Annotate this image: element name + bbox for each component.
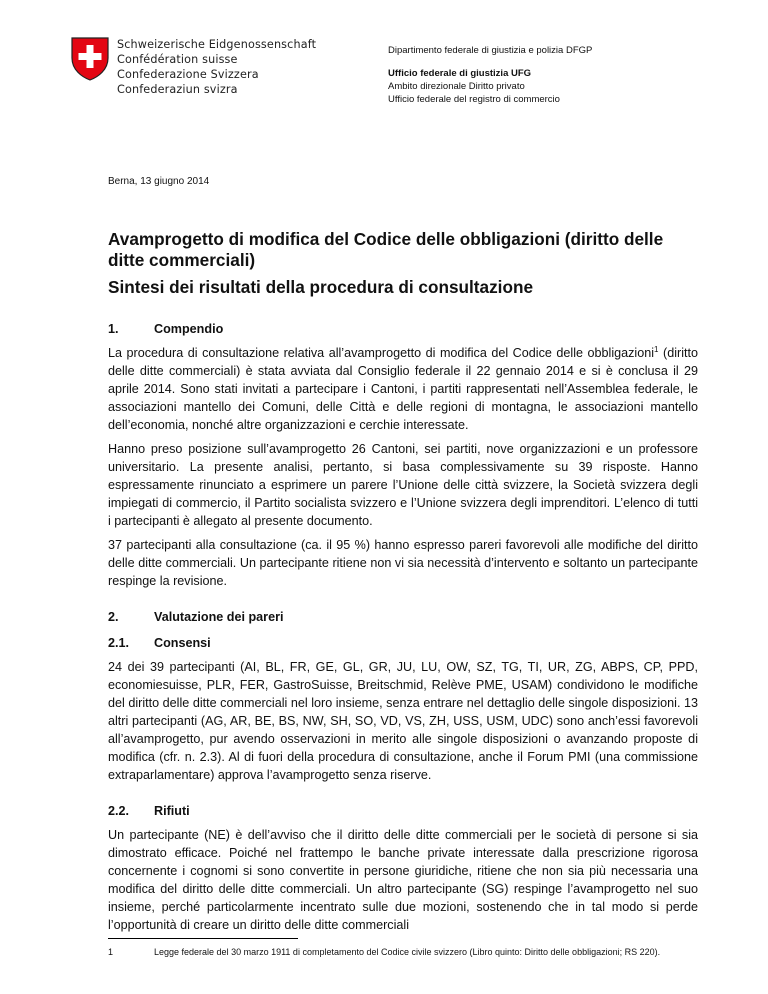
- footnote: [108, 946, 698, 958]
- department-name: Dipartimento federale di giustizia e polizia DFGP: [388, 45, 593, 56]
- section-2-1-heading: [108, 634, 698, 652]
- swiss-coat-of-arms-icon: [70, 36, 110, 82]
- document-title: Avamprogetto di modifica del Codice delle obbligazioni (diritto delle ditte commerciali): [108, 229, 664, 270]
- org-name-it: Confederazione Svizzera: [117, 68, 259, 81]
- org-name-rm: Confederaziun svizra: [117, 83, 238, 96]
- footnote-ref[interactable]: 1: [654, 344, 659, 354]
- section-2-heading: [108, 608, 698, 626]
- section-2-1-paragraph: 24 dei 39 partecipanti (AI, BL, FR, GE, GL, GR, JU, LU, OW, SZ, TG, TI, UR, ZG, ABPS, CP, PPD, economiesuisse, PLR, FER, GastroSuisse, Breitschmid, Relève PME, USAM) condividono le modifiche del diritto delle ditte commerciali nel loro insieme, senza entrare nel dettaglio delle singole disposizioni. 13 altri partecipanti (AG, AR, BE, BS, NW, SH, SO, VD, VS, ZH, USS, USM, UDC) sono anch’essi favorevoli all’avamprogetto, pur avendo osservazioni in merito alle singole disposizioni o avanzando proposte di modifica (cfr. n. 2.3). Al di fuori della procedura di consultazione, anche il Forum PMI (una commissione extraparlamentare) approva l’avamprogetto senza riserve.: [108, 660, 698, 782]
- section-title: Consensi: [154, 636, 211, 650]
- org-name-fr: Confédération suisse: [117, 53, 238, 66]
- document-date: Berna, 13 giugno 2014: [108, 176, 210, 187]
- org-name-de: Schweizerische Eidgenossenschaft: [117, 38, 317, 51]
- section-title: Valutazione dei pareri: [154, 610, 284, 624]
- footnote-number: 1: [108, 947, 114, 957]
- section-1-heading: [108, 320, 698, 338]
- section-1-paragraph-2: Hanno preso posizione sull’avamprogetto 26 Cantoni, sei partiti, nove organizzazioni e un professore universitario. La presente analisi, pertanto, si basa complessivamente su 39 risposte. Hanno espressamente rinunciato a esprimere un parere l’Unione delle città svizzere, la Società svizzera degli impiegati di commercio, il Partito socialista svizzero e l’Unione svizzera degli imprenditori. L’elenco di tutti i partecipanti è allegato al presente documento.: [108, 442, 698, 528]
- office-name: Ufficio federale di giustizia UFG: [388, 68, 532, 79]
- section-number: 1.: [108, 322, 119, 336]
- department-block: [388, 44, 592, 106]
- footnote-text: Legge federale del 30 marzo 1911 di completamento del Codice civile svizzero (Libro quinto: Diritto delle obbligazioni; RS 220).: [154, 947, 661, 957]
- document-body: [108, 320, 698, 934]
- document-subtitle: Sintesi dei risultati della procedura di consultazione: [108, 277, 534, 297]
- office-line-1: Ambito direzionale Diritto privato: [388, 81, 525, 92]
- section-1-paragraph-3: 37 partecipanti alla consultazione (ca. il 95 %) hanno espresso pareri favorevoli alle modifiche del diritto delle ditte commerciali. Un partecipante ritiene non vi sia necessità d’intervento e soltanto un partecipante respinge la revisione.: [108, 538, 698, 588]
- section-number: 2.1.: [108, 636, 130, 650]
- section-number: 2.: [108, 610, 119, 624]
- section-title: Rifiuti: [154, 804, 190, 818]
- section-number: 2.2.: [108, 804, 130, 818]
- confederation-names: [117, 37, 316, 97]
- section-title: Compendio: [154, 322, 224, 336]
- section-2-2-paragraph: Un partecipante (NE) è dell’avviso che il diritto delle ditte commerciali per le società di persone si sia dimostrato efficace. Poiché nel frattempo le banche private interessate dalla prescrizione rigorosa concernente i cognomi si sono convertite in persone giuridiche, ritiene che non sia più necessaria una modifica del diritto delle ditte commerciali. Un altro partecipante (SG) respinge l’avamprogetto nel suo insieme, perché particolarmente incentrato sulle due mozioni, sostenendo che in tal modo si perde l’opportunità di creare un diritto delle ditte commerciali: [108, 828, 698, 932]
- section-2-2-heading: [108, 802, 698, 820]
- section-1-paragraph-1: La procedura di consultazione relativa all’avamprogetto di modifica del Codice delle obbligazioni$^1$ (diritto delle ditte commerciali) è stata avviata dal Consiglio federale il 22 gennaio 2014 e si è conclusa il 29 aprile 2014. Sono stati invitati a partecipare i Cantoni, i partiti rappresentati nell’Assemblea federale, le associazioni mantello dei Comuni, delle Città e delle regioni di montagna, le associazioni mantello dell’economia, nonché altre organizzazioni e cerchie interessate.: [108, 344, 698, 432]
- footnote-divider: [108, 938, 298, 939]
- office-line-2: Ufficio federale del registro di commercio: [388, 94, 560, 105]
